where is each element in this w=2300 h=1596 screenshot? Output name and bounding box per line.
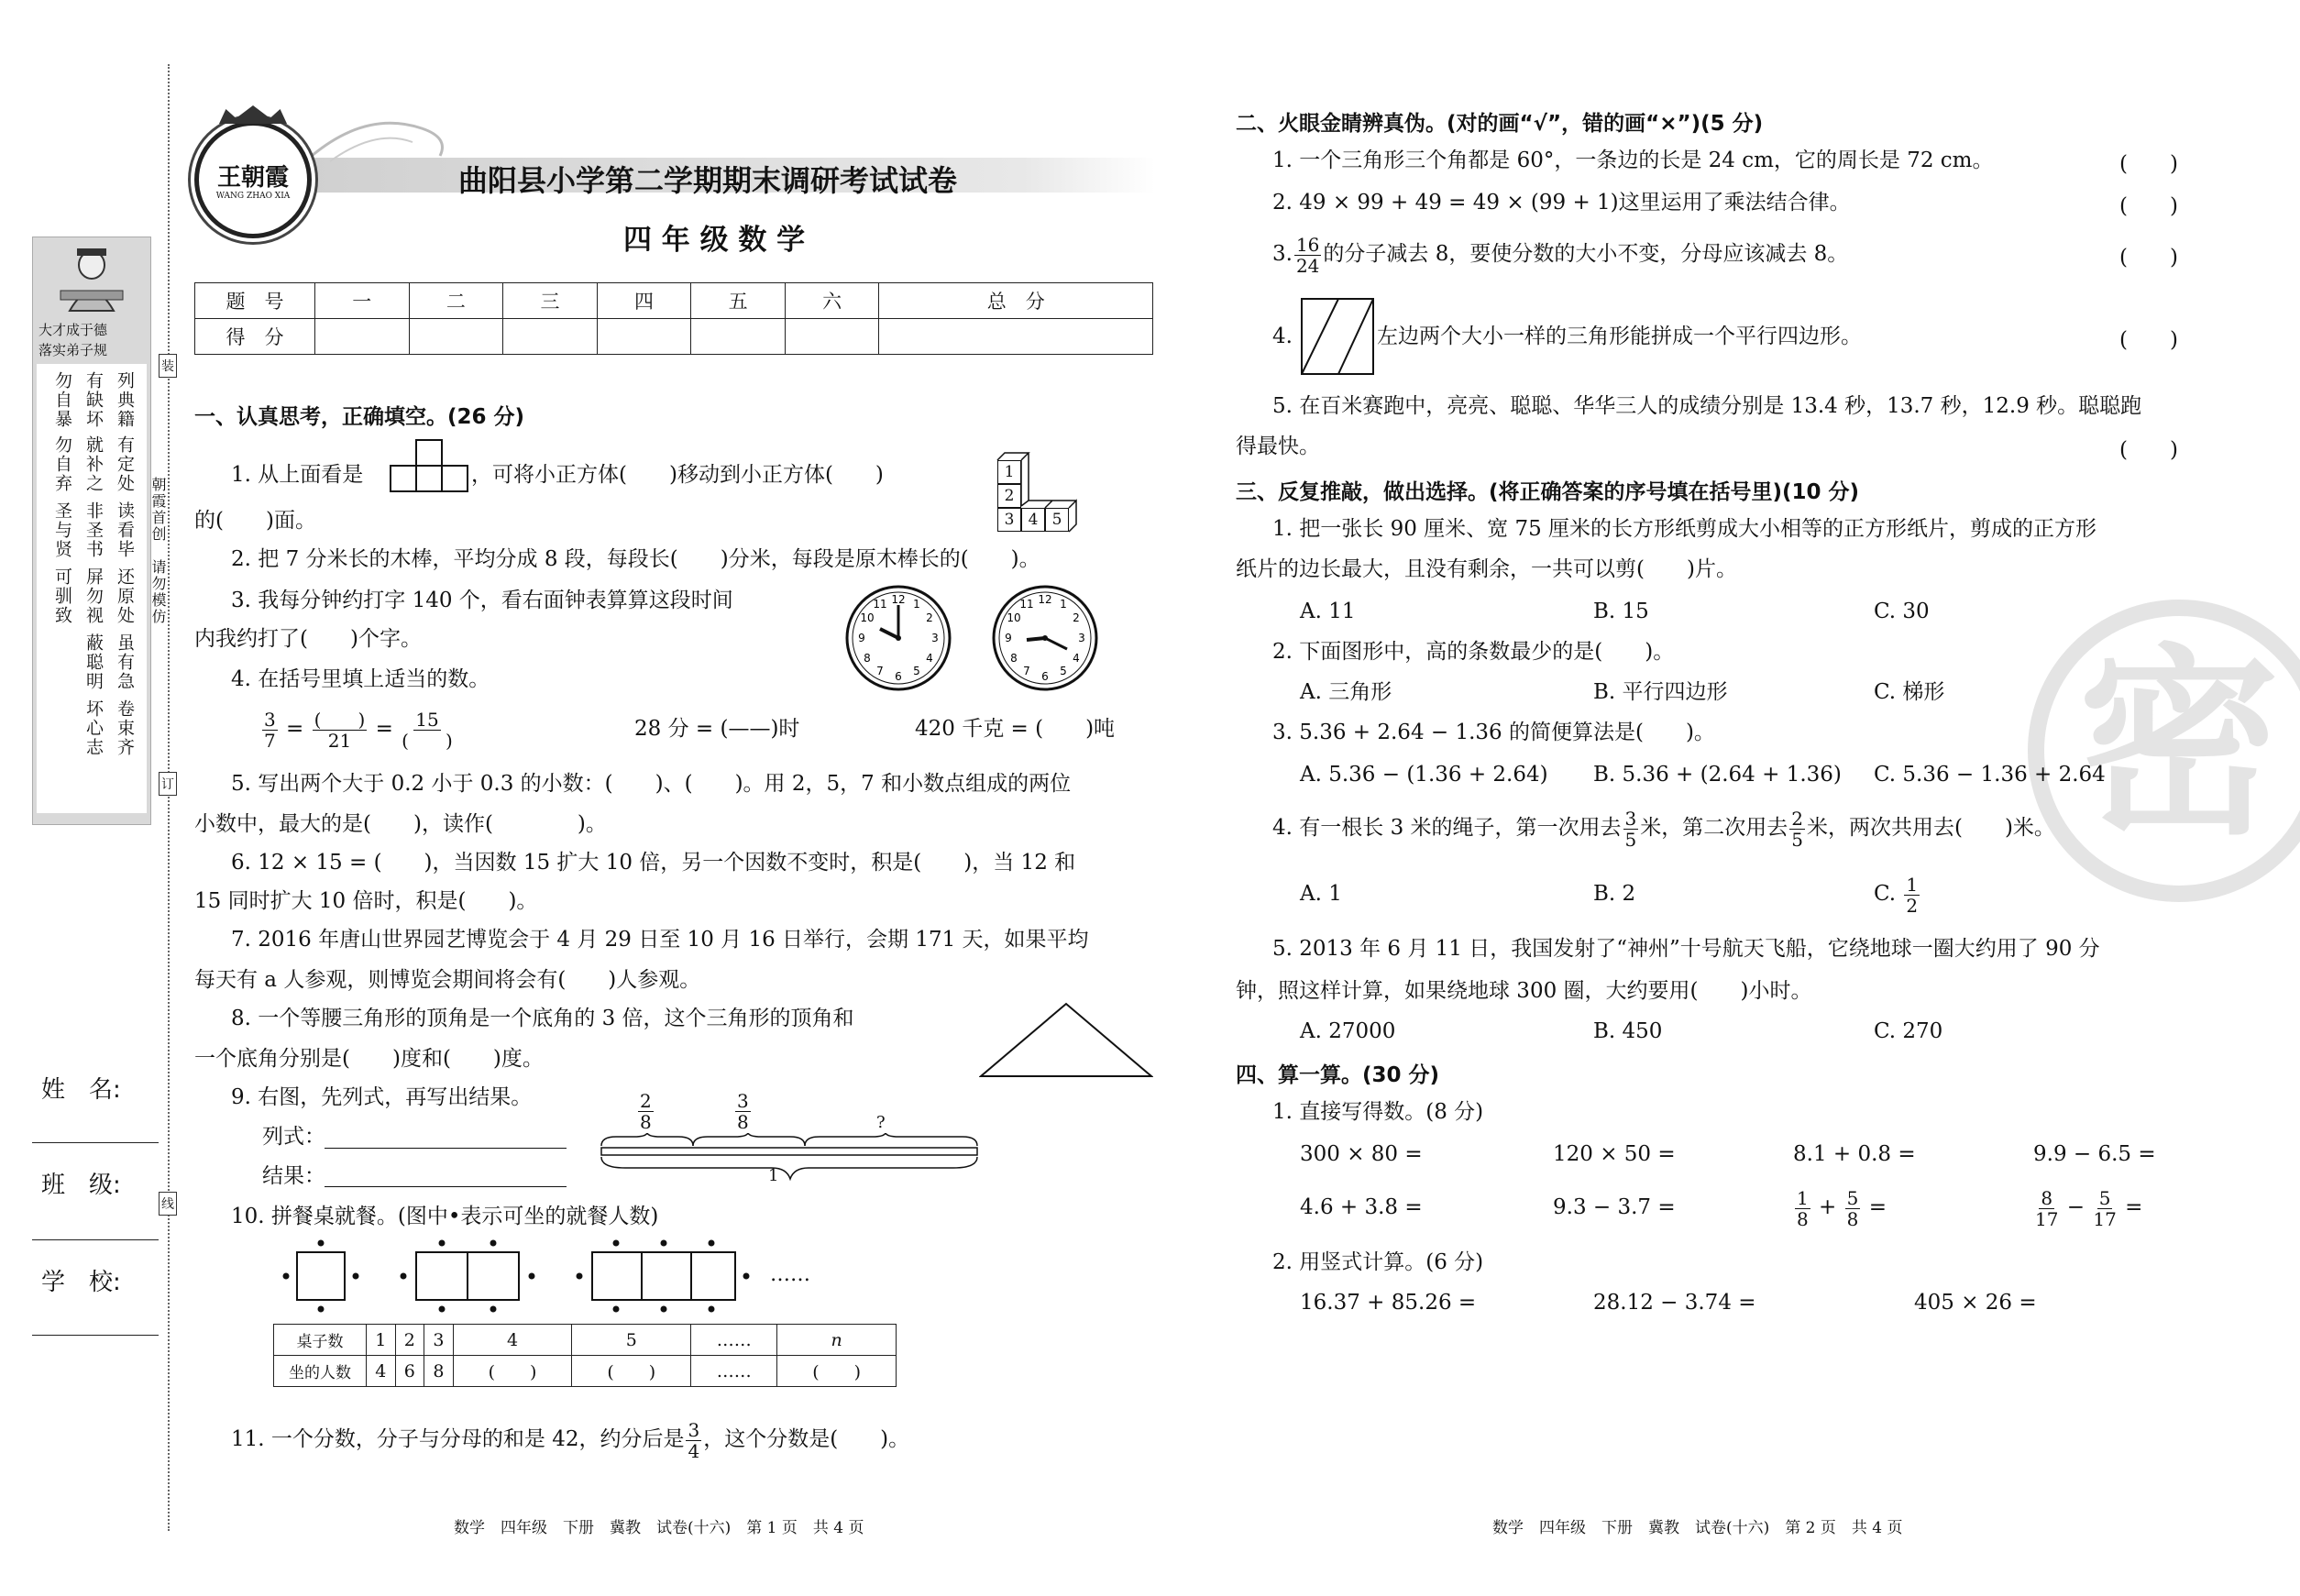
q7-text-a: 7. 2016 年唐山世界园艺博览会于 4 月 29 日至 10 月 16 日举行，会期 171 天，如果平均 xyxy=(231,928,1089,952)
score-header-cell: 一 xyxy=(315,283,410,319)
s2-q3-body: 的分子减去 8，要使分数的大小不变，分母应该减去 8。 xyxy=(1323,242,1849,266)
s2-q1-answer[interactable]: ( ) xyxy=(2119,152,2178,176)
dining-table-grid xyxy=(273,1324,897,1387)
frac-num: 3 xyxy=(1624,807,1637,830)
frac-den: 7 xyxy=(264,729,276,752)
motto-line-2: 落实弟子规 xyxy=(39,342,108,358)
svg-text:9: 9 xyxy=(1005,632,1012,644)
cube: 2 xyxy=(997,484,1021,508)
q9-frac-label xyxy=(636,1091,655,1132)
q8-text-b: 一个底角分别是( )度和( )度。 xyxy=(194,1047,544,1071)
frac-num: 5 xyxy=(1846,1186,1859,1209)
score-header-row xyxy=(195,283,1153,319)
exam-title: 曲阳县小学第二学期期末调研考试试卷 xyxy=(458,163,958,198)
svg-text:12: 12 xyxy=(1038,593,1052,606)
choice-option[interactable] xyxy=(1874,869,1921,919)
frac-num: 1 xyxy=(1797,1186,1809,1209)
q9-unknown-label: ? xyxy=(876,1113,886,1132)
motto-col: 有缺坏 xyxy=(83,371,104,429)
motto-col: 非圣书 xyxy=(83,501,104,559)
frac-num: 8 xyxy=(2041,1186,2053,1209)
section-2-heading: 二、火眼金睛辨真伪。(对的画“√”，错的画“×”)(5 分) xyxy=(1236,112,1764,136)
score-cell[interactable] xyxy=(597,319,691,355)
motto-col: 虽有急 xyxy=(115,633,135,691)
calc-item: 9.3 − 3.7 = xyxy=(1553,1195,1676,1219)
motto-line-1: 大才成于德 xyxy=(39,322,108,338)
table-cell: …… xyxy=(691,1356,777,1387)
q4-time-convert: 28 分 = (——)时 xyxy=(634,717,800,741)
q5-text-a: 5. 写出两个大于 0.2 小于 0.3 的小数：( )、( )。用 2，5，7 和小数点组成的两位 xyxy=(231,772,1072,796)
table-row xyxy=(274,1325,897,1356)
frac-den: 17 xyxy=(2035,1207,2059,1230)
table-cell[interactable]: ( ) xyxy=(572,1356,691,1387)
s2-q3-answer[interactable]: ( ) xyxy=(2119,246,2178,270)
s2-q4-text: 左边两个大小一样的三角形能拼成一个平行四边形。 xyxy=(1377,325,1862,348)
clock-end-icon xyxy=(990,583,1100,693)
s2-q4-answer[interactable]: ( ) xyxy=(2119,328,2178,352)
q10-ellipsis: …… xyxy=(770,1263,810,1286)
vertical-calc-item: 28.12 − 3.74 = xyxy=(1593,1291,1756,1315)
choice-option[interactable]: A. 27000 xyxy=(1300,1019,1396,1043)
s3-q3-text: 3. 5.36 + 2.64 − 1.36 的简便算法是( )。 xyxy=(1272,721,1715,744)
frac-num: 2 xyxy=(1791,807,1803,830)
frac-den: 2 xyxy=(1906,894,1919,917)
score-cell[interactable] xyxy=(785,319,879,355)
svg-text:5: 5 xyxy=(1060,665,1067,677)
vertical-calc-item: 16.37 + 85.26 = xyxy=(1300,1291,1477,1315)
exam-subtitle: 四 年 级 数 学 xyxy=(623,224,806,257)
q1-text-a: 1. 从上面看是 xyxy=(231,463,364,487)
frac-num: 3 xyxy=(737,1090,749,1112)
calc-item: 120 × 50 = xyxy=(1553,1142,1676,1166)
frac-den: 8 xyxy=(1846,1207,1859,1230)
score-cell[interactable] xyxy=(691,319,786,355)
s3-q5-text-a: 5. 2013 年 6 月 11 日，我国发射了“神州”十号航天飞船，它绕地球一圈大约用了 90 分 xyxy=(1272,937,2100,961)
s2-q1-text: 1. 一个三角形三个角都是 60°，一条边的长是 24 cm，它的周长是 72 cm。 xyxy=(1272,149,1994,172)
s3-q4-text-c: 米，两次共用去( )米。 xyxy=(1806,816,2055,840)
table-cell: 4 xyxy=(453,1325,572,1356)
q9-result-label: 结果： xyxy=(262,1164,325,1188)
score-header-cell: 五 xyxy=(691,283,786,319)
table-cell: 6 xyxy=(395,1356,424,1387)
svg-text:4: 4 xyxy=(1073,652,1080,665)
crown-icon xyxy=(219,105,287,124)
q6-text-a: 6. 12 × 15 = ( )，当因数 15 扩大 10 倍，另一个因数不变时，积是( )，当 12 和 xyxy=(231,851,1076,875)
s2-q3-number: 3. xyxy=(1272,242,1293,266)
score-header-cell: 总 分 xyxy=(879,283,1153,319)
choice-option[interactable]: A. 1 xyxy=(1300,882,1342,906)
score-header-cell: 题 号 xyxy=(195,283,315,319)
q9-frac-label xyxy=(733,1091,753,1132)
score-cell[interactable] xyxy=(315,319,410,355)
s2-q2-text: 2. 49 × 99 + 49 = 49 × (99 + 1)这里运用了乘法结合律。 xyxy=(1272,191,1851,215)
q9-whole-label: 1 xyxy=(768,1166,779,1185)
seal-mark: 订 xyxy=(159,772,177,796)
motto-col: 勿自弃 xyxy=(52,435,72,493)
seal-mark: 线 xyxy=(159,1192,177,1216)
q9-result-line[interactable] xyxy=(325,1186,567,1187)
table-cell: 4 xyxy=(367,1356,396,1387)
table-cell: 8 xyxy=(424,1356,454,1387)
q9-expression-line[interactable] xyxy=(325,1148,567,1149)
q6-text-b: 15 同时扩大 10 倍时，积是( )。 xyxy=(194,889,538,913)
cube: 3 xyxy=(997,508,1021,532)
choice-option[interactable]: A. 11 xyxy=(1300,600,1356,623)
clock-start-icon xyxy=(843,583,953,693)
calc-item xyxy=(2033,1183,2142,1232)
frac-den: 24 xyxy=(1295,254,1320,277)
choice-option[interactable]: B. 平行四边形 xyxy=(1593,680,1728,704)
motto-col: 可驯致 xyxy=(52,567,72,625)
section-4-heading: 四、算一算。(30 分) xyxy=(1236,1063,1440,1087)
svg-text:11: 11 xyxy=(873,598,887,611)
svg-text:6: 6 xyxy=(895,670,902,683)
score-value-row xyxy=(195,319,1153,355)
table-cell: 3 xyxy=(424,1325,454,1356)
motto-col: 还原处 xyxy=(115,567,135,625)
svg-text:7: 7 xyxy=(1023,665,1030,677)
svg-text:3: 3 xyxy=(1078,632,1085,644)
q10-text: 10. 拼餐桌就餐。(图中•表示可坐的就餐人数) xyxy=(231,1205,659,1228)
table-cell[interactable]: ( ) xyxy=(453,1356,572,1387)
score-cell[interactable] xyxy=(879,319,1153,355)
motto-inner xyxy=(37,364,147,813)
plus-sign: + xyxy=(1819,1195,1837,1219)
svg-text:2: 2 xyxy=(926,611,933,624)
s2-q2-answer[interactable]: ( ) xyxy=(2119,194,2178,218)
seal-mark: 装 xyxy=(159,354,177,378)
logo-text: 王朝霞 xyxy=(216,164,289,192)
frac-den: 8 xyxy=(737,1111,749,1133)
frac-num[interactable]: ( ) xyxy=(314,708,366,731)
s3-q4-text-b: 米，第二次用去 xyxy=(1640,816,1788,840)
q1-text-b: ，可将小正方体( )移动到小正方体( ) xyxy=(471,463,884,487)
table-cell: 2 xyxy=(395,1325,424,1356)
q7-text-b: 每天有 a 人参观，则博览会期间将会有( )人参观。 xyxy=(194,968,701,992)
s3-q5-text-b: 钟，照这样计算，如果绕地球 300 圈，大约要用( )小时。 xyxy=(1236,979,1812,1003)
table-cell: n xyxy=(777,1325,897,1356)
s3-q2-text: 2. 下面图形中，高的条数最少的是( )。 xyxy=(1272,640,1675,664)
table-cell[interactable]: ( ) xyxy=(777,1356,897,1387)
equals-sign: = xyxy=(375,717,393,741)
top-view-squares xyxy=(389,438,471,493)
motto-col: 有定处 xyxy=(115,435,135,493)
s3-q1-text-a: 1. 把一张长 90 厘米、宽 75 厘米的长方形纸剪成大小相等的正方形纸片，剪成的正方形 xyxy=(1272,517,2097,541)
score-cell[interactable] xyxy=(409,319,503,355)
q4-fraction-equation xyxy=(260,704,455,754)
no-copy-notice: 朝霞首创 请勿模仿 xyxy=(149,477,167,625)
cube-depth-lines xyxy=(994,451,1095,541)
cube: 5 xyxy=(1045,508,1069,532)
svg-text:10: 10 xyxy=(860,611,875,624)
table-row xyxy=(274,1356,897,1387)
two-triangles-figure xyxy=(1300,297,1375,376)
s2-q5-text-a: 5. 在百米赛跑中，亮亮、聪聪、华华三人的成绩分别是 13.4 秒，13.7 秒，12.9 秒。聪聪跑 xyxy=(1272,394,2142,418)
choice-option[interactable]: A. 5.36 − (1.36 + 2.64) xyxy=(1300,763,1548,787)
frac-num: 15 xyxy=(415,708,439,731)
dining-tables-figure xyxy=(275,1239,788,1313)
frac-num: 1 xyxy=(1906,873,1919,896)
name-label: 姓 名: xyxy=(41,1076,121,1104)
section-1-heading: 一、认真思考，正确填空。(26 分) xyxy=(194,405,525,429)
secret-stamp-text: 密 xyxy=(2077,627,2280,862)
cube-stack-figure xyxy=(994,451,1095,541)
frac-num: 2 xyxy=(640,1090,652,1112)
svg-text:2: 2 xyxy=(1073,611,1080,624)
svg-text:1: 1 xyxy=(913,598,920,611)
choice-option[interactable]: C. 5.36 − 1.36 + 2.64 xyxy=(1874,763,2106,787)
q9-segment-diagram xyxy=(598,1133,992,1186)
frac-den: 17 xyxy=(2093,1207,2117,1230)
section-3-heading: 三、反复推敲，做出选择。(将正确答案的序号填在括号里)(10 分) xyxy=(1236,480,1860,504)
table-cell: 5 xyxy=(572,1325,691,1356)
score-row-label: 得 分 xyxy=(195,319,315,355)
q8-text-a: 8. 一个等腰三角形的顶角是一个底角的 3 倍，这个三角形的顶角和 xyxy=(231,1007,854,1030)
svg-text:6: 6 xyxy=(1041,670,1049,683)
isosceles-triangle xyxy=(979,1001,1153,1078)
s3-q4-text-a: 4. 有一根长 3 米的绳子，第一次用去 xyxy=(1272,816,1622,840)
choice-option[interactable]: C. 梯形 xyxy=(1874,680,1945,704)
svg-text:9: 9 xyxy=(858,632,865,644)
motto-col: 勿自暴 xyxy=(52,371,72,429)
choice-option[interactable]: B. 450 xyxy=(1593,1019,1663,1043)
motto-col: 坏心志 xyxy=(83,699,104,757)
brand-logo xyxy=(194,121,312,238)
score-table xyxy=(194,282,1153,355)
choice-option[interactable]: C. 30 xyxy=(1874,600,1930,623)
q9-text: 9. 右图，先列式，再写出结果。 xyxy=(231,1085,533,1109)
frac-num: 5 xyxy=(2098,1186,2111,1209)
cube: 1 xyxy=(997,460,1021,484)
frac-num: 3 xyxy=(688,1418,700,1441)
calc-item: 8.1 + 0.8 = xyxy=(1793,1142,1916,1166)
ribbon-decoration-icon xyxy=(312,101,458,165)
vertical-calc-item: 405 × 26 = xyxy=(1914,1291,2037,1315)
secret-stamp xyxy=(2028,600,2300,902)
motto-col: 圣与贤 xyxy=(52,501,72,559)
choice-option[interactable]: B. 15 xyxy=(1593,600,1649,623)
svg-text:8: 8 xyxy=(864,652,871,665)
frac-den: 8 xyxy=(1797,1207,1809,1230)
logo-subtext: WANG ZHAO XIA xyxy=(215,192,291,201)
score-header-cell: 六 xyxy=(785,283,879,319)
s3-q1-text-b: 纸片的边长最大，且没有剩余，一共可以剪( )片。 xyxy=(1236,557,1737,581)
cube: 4 xyxy=(1021,508,1045,532)
choice-option[interactable]: C. 270 xyxy=(1874,1019,1943,1043)
q5-text-b: 小数中，最大的是( )，读作( )。 xyxy=(194,812,607,836)
svg-text:12: 12 xyxy=(891,593,906,606)
motto-col: 就补之 xyxy=(83,435,104,493)
svg-text:7: 7 xyxy=(876,665,884,677)
calc-item xyxy=(1793,1183,1887,1232)
q3-text-b: 内我约打了( )个字。 xyxy=(194,627,422,651)
frac-num: 3 xyxy=(264,708,276,731)
class-label: 班 级: xyxy=(41,1172,121,1199)
frac-den[interactable]: ( ) xyxy=(402,729,453,752)
s4-q1-text: 1. 直接写得数。(8 分) xyxy=(1272,1100,1484,1124)
frac-num: 16 xyxy=(1295,233,1320,256)
svg-text:10: 10 xyxy=(1007,611,1021,624)
score-header-cell: 四 xyxy=(597,283,691,319)
svg-text:3: 3 xyxy=(931,632,939,644)
q11-text-a: 11. 一个分数，分子与分母的和是 42，约分后是 xyxy=(231,1427,685,1451)
frac-den: 21 xyxy=(327,729,352,752)
score-header-cell: 二 xyxy=(409,283,503,319)
minus-sign: − xyxy=(2066,1195,2085,1219)
equals-sign: = xyxy=(1868,1195,1887,1219)
motto-col: 列典籍 xyxy=(115,371,135,429)
frac-den: 5 xyxy=(1624,828,1637,851)
choice-letter: C. xyxy=(1874,882,1897,906)
q3-text-a: 3. 我每分钟约打字 140 个，看右面钟表算算这段时间 xyxy=(231,589,733,612)
page-1-footer: 数学 四年级 下册 冀教 试卷(十六) 第 1 页 共 4 页 xyxy=(454,1519,864,1537)
q11-text-b: ，这个分数是( )。 xyxy=(703,1427,910,1451)
class-field[interactable] xyxy=(32,1239,159,1240)
calc-item: 4.6 + 3.8 = xyxy=(1300,1195,1423,1219)
s2-q3-text xyxy=(1272,231,1848,277)
table-cell: …… xyxy=(691,1325,777,1356)
binding-dotted-line xyxy=(168,64,170,1531)
school-label: 学 校: xyxy=(41,1269,121,1296)
q4-mass-convert: 420 千克 = ( )吨 xyxy=(915,717,1116,741)
q4-text: 4. 在括号里填上适当的数。 xyxy=(231,667,490,691)
motto-col: 蔽聪明 xyxy=(83,633,104,691)
s2-q5-text-b: 得最快。 xyxy=(1236,435,1320,458)
svg-text:8: 8 xyxy=(1010,652,1018,665)
svg-text:4: 4 xyxy=(926,652,933,665)
table-cell: 桌子数 xyxy=(274,1325,367,1356)
equals-sign: = xyxy=(2125,1195,2143,1219)
s2-q4-number: 4. xyxy=(1272,325,1293,348)
motto-panel xyxy=(32,237,151,825)
choice-option[interactable]: A. 三角形 xyxy=(1300,680,1392,704)
motto-col: 屏勿视 xyxy=(83,567,104,625)
choice-option[interactable]: B. 2 xyxy=(1593,882,1636,906)
page-2-footer: 数学 四年级 下册 冀教 试卷(十六) 第 2 页 共 4 页 xyxy=(1492,1519,1903,1537)
calc-item: 300 × 80 = xyxy=(1300,1142,1423,1166)
scholar-figure-icon xyxy=(51,245,132,318)
q2-text: 2. 把 7 分米长的木棒，平均分成 8 段，每段长( )分米，每段是原木棒长的( )。 xyxy=(231,547,1040,571)
frac-den: 4 xyxy=(688,1439,700,1462)
choice-option[interactable]: B. 5.36 + (2.64 + 1.36) xyxy=(1593,763,1842,787)
q9-expression-label: 列式： xyxy=(262,1125,325,1149)
q1-text-c: 的( )面。 xyxy=(194,509,316,533)
calc-item: 9.9 − 6.5 = xyxy=(2033,1142,2156,1166)
score-cell[interactable] xyxy=(503,319,598,355)
svg-text:5: 5 xyxy=(913,665,920,677)
s4-q2-text: 2. 用竖式计算。(6 分) xyxy=(1272,1250,1484,1274)
school-field[interactable] xyxy=(32,1335,159,1336)
motto-col: 卷束齐 xyxy=(115,699,135,757)
s2-q5-answer[interactable]: ( ) xyxy=(2119,438,2178,462)
name-field[interactable] xyxy=(32,1142,159,1143)
q11-text xyxy=(231,1417,909,1461)
frac-den: 8 xyxy=(640,1111,652,1133)
equals-sign: = xyxy=(286,717,304,741)
s3-q4-text xyxy=(1272,803,2055,853)
frac-den: 5 xyxy=(1791,828,1803,851)
svg-text:11: 11 xyxy=(1019,598,1034,611)
table-cell: 1 xyxy=(367,1325,396,1356)
table-cell: 坐的人数 xyxy=(274,1356,367,1387)
svg-text:1: 1 xyxy=(1060,598,1067,611)
motto-col: 读看毕 xyxy=(115,501,135,559)
score-header-cell: 三 xyxy=(503,283,598,319)
